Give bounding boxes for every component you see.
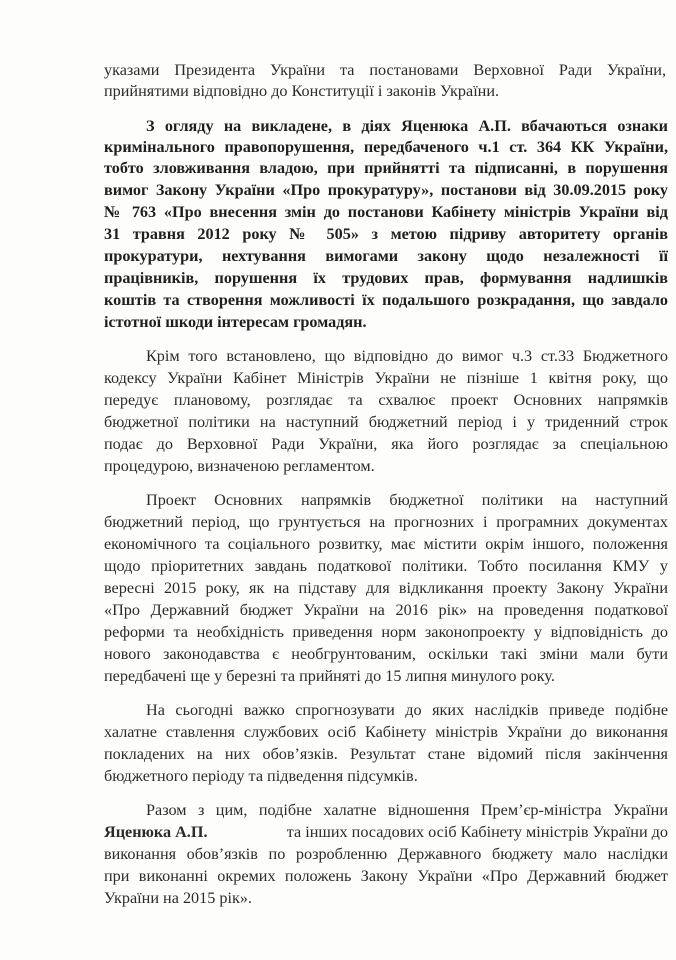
text-line: вересні 2015 року, як на підставу для відкликання проекту Закону України (104, 579, 668, 597)
text-line: процедурою, визначеною регламентом. (104, 457, 375, 475)
text-line: прийнятими відповідно до Конституції і законів України. (104, 82, 500, 100)
text-line-bold: коштів та створення можливості їх подальшого розкрадання, що завдало (104, 291, 668, 309)
text-line: Проект Основних напрямків бюджетної політики на наступний (146, 491, 668, 509)
text-line: кодексу України Кабінет Міністрів України не пізніше 1 квітня року, що (104, 369, 668, 387)
text-line: нового законодавства є необгрунтованим, оскільки такі зміни мали бути (104, 645, 668, 663)
text-line-mixed (104, 822, 668, 843)
text-line-bold: вимог Закону України «Про прокуратуру», постанови від 30.09.2015 року (104, 181, 668, 199)
text-line-bold: кримінального правопорушення, передбаченого ч.1 ст. 364 КК України, (104, 138, 668, 156)
text-line-bold: № 763 «Про внесення змін до постанови Кабінету міністрів України від (104, 203, 668, 221)
text-line-bold: істотної шкоди інтересам громадян. (104, 313, 367, 331)
text-line: халатне ставлення службових осіб Кабінету міністрів України до виконання (104, 723, 668, 741)
text-line: України на 2015 рік». (104, 889, 252, 907)
text-line: подає до Верховної Ради України, яка його розглядає за спеціальною (104, 435, 668, 453)
text-line-bold: прокуратури, нехтування вимогами закону щодо незалежності її (104, 247, 668, 265)
text-line: щодо пріоритетних завдань податкової політики. Тобто посилання КМУ у (104, 557, 668, 575)
text-line: Разом з цим, подібне халатне відношення Прем’єр-міністра України (146, 801, 668, 819)
text-line: та інших посадових осіб Кабінету міністрів України до (286, 823, 668, 841)
text-line-bold: тобто зловживання владою, при прийнятті та підписанні, в порушення (104, 159, 668, 177)
text-line: покладених на них обов’язків. Результат стане відомий після закінчення (104, 745, 668, 763)
text-line: бюджетний період, що грунтується на прогнозних і програмних документах (104, 513, 668, 531)
text-line: бюджетної політики на наступний бюджетний період і у триденний строк (104, 413, 668, 431)
text-line: реформи та необхідність приведення норм законопроекту у відповідність до (104, 623, 668, 641)
text-line: передбачені ще у березні та прийняті до 15 липня минулого року. (104, 667, 555, 685)
bold-name: Яценюка А.П. (104, 823, 208, 841)
text-line: указами Президента України та постановами Верховної Ради України, (104, 61, 666, 79)
text-line-bold: 31 травня 2012 року № 505» з метою підриву авторитету органів (104, 225, 668, 243)
text-line: при виконанні окремих положень Закону України «Про Державний бюджет (104, 867, 668, 885)
text-line: бюджетного періоду та підведення підсумків. (104, 767, 418, 785)
text-line: «Про Державний бюджет України на 2016 рік» на проведення податкової (104, 601, 668, 619)
text-line: Крім того встановлено, що відповідно до вимог ч.3 ст.33 Бюджетного (146, 347, 668, 365)
text-line: передує плановому, розглядає та схвалює проект Основних напрямків (104, 391, 668, 409)
text-line: економічного та соціального розвитку, має містити окрім іншого, положення (104, 535, 668, 553)
text-line-bold: З огляду на викладене, в діях Яценюка А.П. вбачаються ознаки (146, 117, 668, 135)
text-line: виконання обов’язків по розробленню Державного бюджету мало наслідки (104, 845, 668, 863)
text-line-bold: працівників, порушення їх трудових прав, формування надлишків (104, 269, 668, 287)
text-line: На сьогодні важко спрогнозувати до яких наслідків приведе подібне (146, 701, 668, 719)
